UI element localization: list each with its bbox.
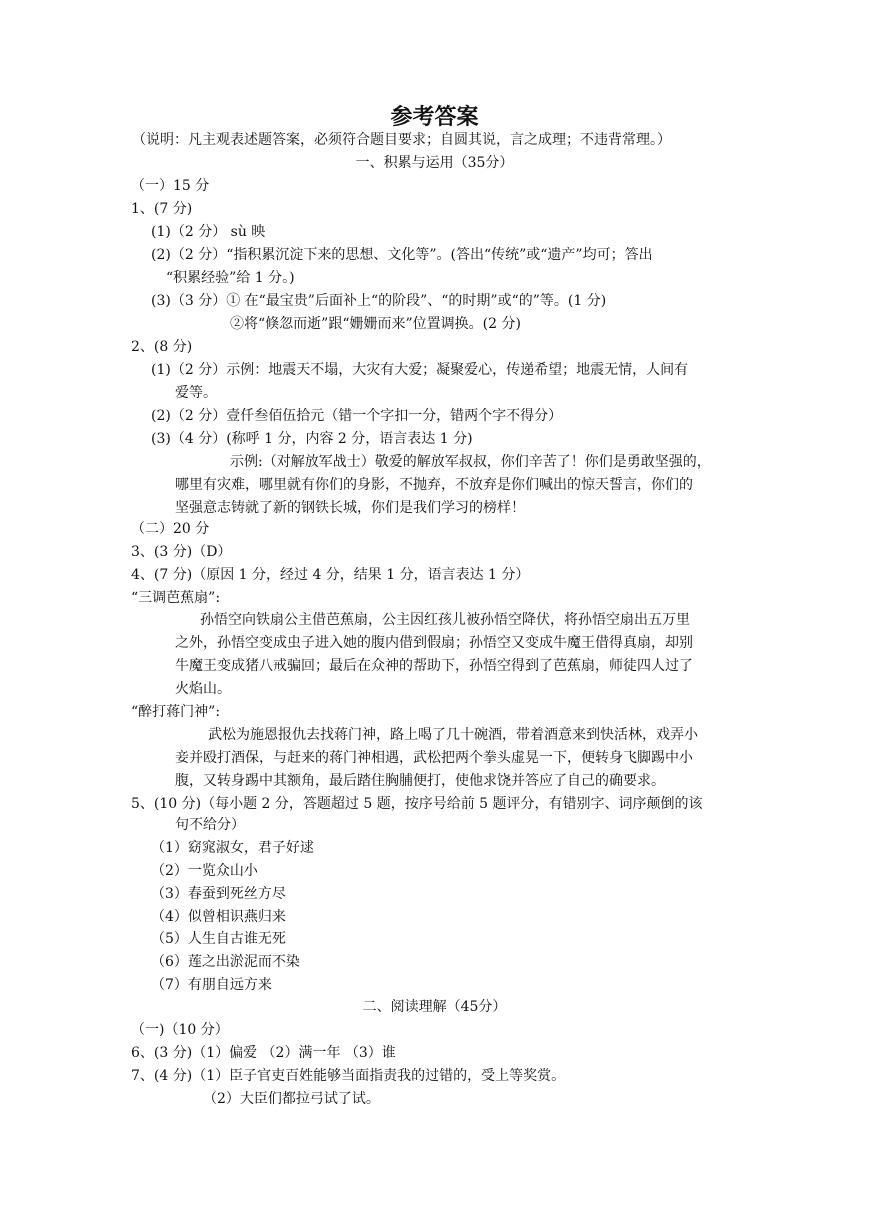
q2-answer-3: (3)（4 分）(称呼 1 分，内容 2 分，语言表达 1 分) (151, 431, 473, 447)
q5-item: （3）春蚕到死丝方尽 (151, 886, 286, 902)
q5-header: 5、(10 分)（每小题 2 分，答题超过 5 题，按序号给前 5 题评分，有错别字、词序颠倒的该 (131, 796, 703, 812)
section1-heading: 一、积累与运用（35分） (355, 155, 514, 171)
q3-answer: 3、(3 分)（D） (131, 544, 232, 560)
q5-item: （7）有朋自远方来 (151, 977, 272, 993)
q2-example-line-2: 哪里有灾难，哪里就有你们的身影，不抛弃，不放弃是你们喊出的惊天誓言，你们的 (175, 477, 693, 493)
story2-line-3: 腹，又转身踢中其额角，最后踏住胸脯便打，使他求饶并答应了自己的确要求。 (175, 773, 665, 789)
story1-line-4: 火焰山。 (175, 681, 231, 697)
story1-line-3: 牛魔王变成猪八戒骗回；最后在众神的帮助下，孙悟空得到了芭蕉扇，师徒四人过了 (175, 658, 693, 674)
page-title: 参考答案 (390, 104, 479, 130)
story2-line-1: 武松为施恩报仇去找蒋门神，路上喝了几十碗酒，带着酒意来到快活林，戏弄小 (208, 727, 698, 743)
q5-item: （1）窈窕淑女，君子好逑 (151, 840, 314, 856)
part1-label: （一）15 分 (131, 178, 210, 194)
story2-line-2: 妾并殴打酒保，与赶来的蒋门神相遇，武松把两个拳头虚晃一下，便转身飞脚踢中小 (175, 750, 693, 766)
section2-heading: 二、阅读理解（45分） (362, 999, 507, 1015)
q7-answer-2: （2）大臣们都拉弓试了试。 (203, 1091, 380, 1107)
story1-line-1: 孙悟空向铁扇公主借芭蕉扇，公主因红孩儿被孙悟空降伏，将孙悟空扇出五万里 (200, 612, 690, 628)
q2-example-line-1: 示例:（对解放军战士）敬爱的解放军叔叔，你们辛苦了！你们是勇敢坚强的， (230, 454, 711, 470)
story1-line-2: 之外，孙悟空变成虫子进入她的腹内借到假扇；孙悟空又变成牛魔王借得真扇，却别 (175, 635, 693, 651)
q5-item: （6）莲之出淤泥而不染 (151, 954, 300, 970)
q1-answer-2: (2)（2 分）“指积累沉淀下来的思想、文化等”。(答出“传统”或“遗产”均可；答出 (151, 247, 653, 263)
story1-title: “三调芭蕉扇”: (131, 590, 221, 606)
q5-item: （2）一览众山小 (151, 863, 258, 879)
section2-part1-label: （一)（10 分） (131, 1022, 229, 1038)
q4-header: 4、(7 分)（原因 1 分，经过 4 分，结果 1 分，语言表达 1 分） (131, 567, 530, 583)
q5-item: （4）似曾相识燕归来 (151, 909, 286, 925)
q5-header-cont: 句不给分） (175, 817, 245, 833)
part2-label: （二）20 分 (131, 521, 210, 537)
q1-answer-3: (3)（3 分）① 在“最宝贵”后面补上“的阶段”、“的时期”或“的”等。(1 分) (151, 293, 607, 309)
q7-answer-1: 7、(4 分)（1）臣子官吏百姓能够当面指责我的过错的，受上等奖赏。 (131, 1068, 566, 1084)
q6-answer: 6、(3 分)（1）偏爱 （2）满一年 （3）谁 (131, 1045, 396, 1061)
q1-answer-1: (1)（2 分） sù 映 (151, 224, 266, 240)
q2-example-line-3: 坚强意志铸就了新的钢铁长城，你们是我们学习的榜样！ (175, 500, 525, 516)
q2-header: 2、(8 分) (131, 339, 193, 355)
instructions-note: （说明：凡主观表述题答案，必须符合题目要求；自圆其说，言之成理；不违背常理。） (132, 132, 671, 148)
q1-answer-2-cont: “积累经验”给 1 分。) (166, 270, 295, 286)
q2-answer-2: (2)（2 分）壹仟叁佰伍拾元（错一个字扣一分，错两个字不得分） (151, 408, 563, 424)
q2-answer-1: (1)（2 分）示例：地震天不塌，大灾有大爱；凝聚爱心，传递希望；地震无情，人间有 (151, 362, 689, 378)
q1-answer-3-cont: ②将“倏忽而逝”跟“姗姗而来”位置调换。(2 分) (230, 316, 521, 332)
story2-title: “醉打蒋门神”: (131, 704, 221, 720)
q1-header: 1、(7 分) (131, 201, 193, 217)
q2-answer-1-cont: 爱等。 (175, 385, 217, 401)
q5-item: （5）人生自古谁无死 (151, 931, 286, 947)
